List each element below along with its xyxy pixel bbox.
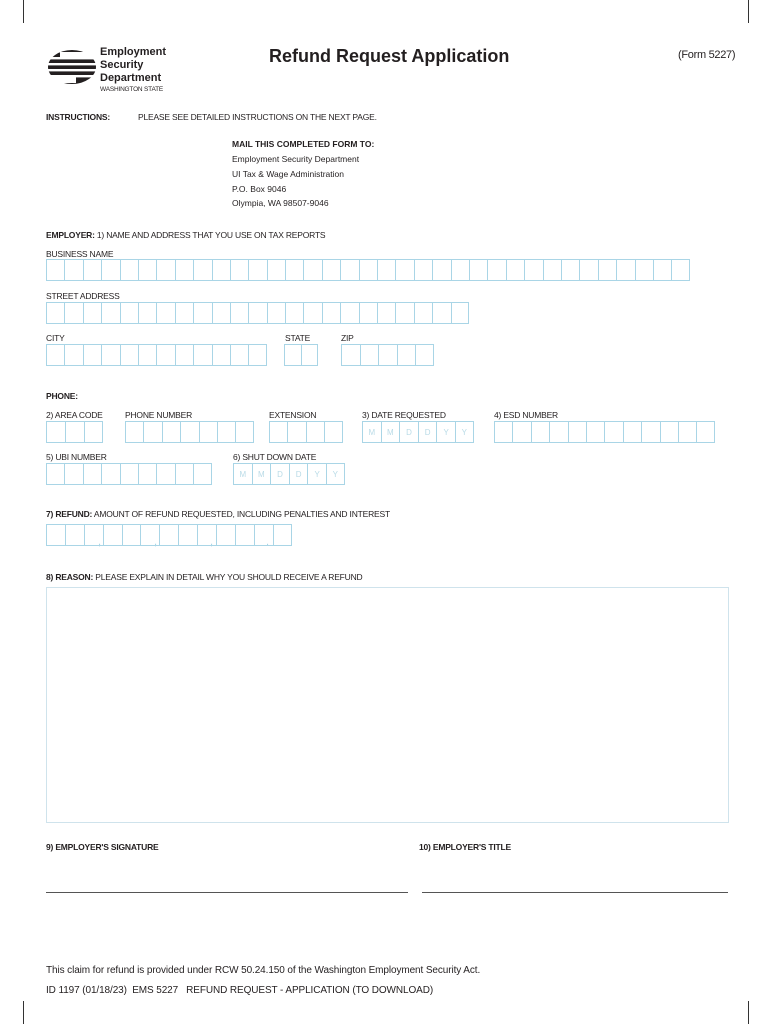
char-box[interactable]	[101, 259, 119, 281]
char-box[interactable]	[301, 344, 318, 366]
char-box[interactable]	[138, 344, 156, 366]
char-box[interactable]	[303, 259, 321, 281]
char-box[interactable]	[671, 259, 689, 281]
char-box[interactable]	[524, 259, 542, 281]
mail-line2: UI Tax & Wage Administration	[232, 169, 344, 179]
refund-comma-3: ,	[210, 536, 214, 548]
char-box[interactable]	[46, 344, 64, 366]
char-box[interactable]: D	[418, 421, 437, 443]
mail-line1: Employment Security Department	[232, 154, 360, 164]
char-box[interactable]	[377, 259, 395, 281]
char-box[interactable]	[340, 302, 358, 324]
char-box[interactable]	[284, 344, 301, 366]
char-box[interactable]	[660, 421, 678, 443]
footer-form-id: ID 1197 (01/18/23) EMS 5227 REFUND REQUEST - APPLICATION (TO DOWNLOAD)	[46, 985, 434, 996]
logo-line1: Employment	[100, 46, 167, 58]
char-box[interactable]	[360, 344, 379, 366]
char-box[interactable]	[193, 344, 211, 366]
state-boxes[interactable]	[284, 344, 318, 366]
char-box[interactable]	[248, 344, 266, 366]
char-box[interactable]	[162, 421, 180, 443]
char-box[interactable]	[64, 463, 82, 485]
street-address-boxes[interactable]	[46, 302, 469, 324]
char-box[interactable]: M	[362, 421, 381, 443]
reason-label-text: PLEASE EXPLAIN IN DETAIL WHY YOU SHOULD RECEIVE A REFUND	[95, 572, 363, 582]
char-box[interactable]	[156, 344, 174, 366]
char-box[interactable]	[138, 463, 156, 485]
esd-number-label: 4) ESD NUMBER	[494, 410, 558, 420]
crop-mark-bottom-right	[748, 1001, 770, 1024]
crop-mark-bottom-left	[0, 1001, 24, 1024]
refund-decimal: .	[266, 536, 270, 548]
extension-boxes[interactable]	[269, 421, 343, 443]
reason-label-bold: 8) REASON:	[46, 572, 94, 582]
char-box[interactable]	[175, 344, 193, 366]
employer-label-text: 1) NAME AND ADDRESS THAT YOU USE ON TAX REPORTS	[96, 230, 326, 240]
char-box[interactable]	[120, 463, 138, 485]
char-box[interactable]	[120, 259, 138, 281]
char-box[interactable]	[696, 421, 714, 443]
char-box[interactable]: M	[381, 421, 400, 443]
state-label: STATE	[285, 333, 311, 343]
char-box[interactable]	[324, 421, 342, 443]
char-box[interactable]: D	[289, 463, 308, 485]
phone-number-label: PHONE NUMBER	[125, 410, 193, 420]
char-box[interactable]	[83, 463, 101, 485]
char-box[interactable]	[175, 302, 193, 324]
char-box[interactable]	[604, 421, 622, 443]
page-title: Refund Request Application	[269, 46, 510, 66]
char-box[interactable]	[395, 302, 413, 324]
area-code-label: 2) AREA CODE	[46, 410, 103, 420]
date-requested-boxes[interactable]	[362, 421, 474, 443]
refund-label-bold: 7) REFUND:	[46, 509, 93, 519]
char-box[interactable]	[641, 421, 659, 443]
reason-textarea[interactable]	[46, 587, 729, 823]
char-box[interactable]	[432, 259, 450, 281]
phone-number-boxes[interactable]	[125, 421, 254, 443]
char-box[interactable]	[616, 259, 634, 281]
char-box[interactable]	[217, 421, 235, 443]
refund-label	[46, 509, 390, 519]
char-box[interactable]	[494, 421, 512, 443]
char-box[interactable]: D	[399, 421, 418, 443]
char-box[interactable]	[623, 421, 641, 443]
employer-label	[46, 230, 325, 240]
char-box[interactable]	[46, 302, 64, 324]
char-box[interactable]	[653, 259, 671, 281]
esd-logo-icon	[46, 48, 98, 86]
char-box[interactable]	[395, 259, 413, 281]
char-box[interactable]	[531, 421, 549, 443]
footer-statute: This claim for refund is provided under RCW 50.24.150 of the Washington Employment Security Act.	[46, 965, 481, 976]
employer-label-bold: EMPLOYER:	[46, 230, 95, 240]
city-boxes[interactable]	[46, 344, 267, 366]
refund-label-text: AMOUNT OF REFUND REQUESTED, INCLUDING PENALTIES AND INTEREST	[93, 509, 390, 519]
char-box[interactable]	[120, 344, 138, 366]
extension-label: EXTENSION	[269, 410, 317, 420]
char-box[interactable]	[378, 344, 397, 366]
char-box[interactable]	[414, 302, 432, 324]
char-box[interactable]	[143, 421, 161, 443]
char-box[interactable]: D	[270, 463, 289, 485]
char-box[interactable]	[199, 421, 217, 443]
crop-mark-top-right	[748, 0, 770, 23]
char-box[interactable]	[64, 259, 82, 281]
char-box[interactable]: Y	[326, 463, 345, 485]
char-box[interactable]	[306, 421, 324, 443]
char-box[interactable]	[46, 421, 65, 443]
char-box[interactable]	[180, 421, 198, 443]
char-box[interactable]	[230, 302, 248, 324]
char-box[interactable]	[138, 302, 156, 324]
char-box[interactable]	[451, 259, 469, 281]
business-name-label: BUSINESS NAME	[46, 249, 114, 259]
refund-separators	[46, 536, 316, 550]
mail-line4: Olympia, WA 98507-9046	[232, 198, 329, 208]
mail-line3: P.O. Box 9046	[232, 184, 287, 194]
char-box[interactable]	[487, 259, 505, 281]
char-box[interactable]	[287, 421, 305, 443]
char-box[interactable]	[561, 259, 579, 281]
char-box[interactable]	[341, 344, 360, 366]
refund-comma-2: ,	[154, 536, 158, 548]
esd-logo	[46, 46, 176, 96]
business-name-boxes[interactable]	[46, 259, 690, 281]
char-box[interactable]	[193, 259, 211, 281]
char-box[interactable]	[212, 302, 230, 324]
char-box[interactable]	[175, 259, 193, 281]
char-box[interactable]	[322, 259, 340, 281]
char-box[interactable]	[377, 302, 395, 324]
char-box[interactable]: M	[233, 463, 252, 485]
char-box[interactable]	[678, 421, 696, 443]
logo-subtitle: WASHINGTON STATE	[100, 86, 164, 93]
char-box[interactable]: Y	[436, 421, 455, 443]
char-box[interactable]	[120, 302, 138, 324]
char-box[interactable]	[101, 302, 119, 324]
char-box[interactable]	[212, 259, 230, 281]
char-box[interactable]	[125, 421, 143, 443]
char-box[interactable]	[65, 421, 84, 443]
form-number: (Form 5227)	[678, 49, 736, 61]
refund-comma-1: ,	[98, 536, 102, 548]
char-box[interactable]	[193, 463, 211, 485]
zip-label: ZIP	[341, 333, 354, 343]
char-box[interactable]	[64, 302, 82, 324]
char-box[interactable]	[83, 259, 101, 281]
logo-line3: Department	[100, 72, 162, 84]
char-box[interactable]	[101, 463, 119, 485]
char-box[interactable]	[359, 302, 377, 324]
char-box[interactable]	[175, 463, 193, 485]
char-box[interactable]	[579, 259, 597, 281]
signature-line[interactable]	[46, 892, 408, 893]
char-box[interactable]	[248, 302, 266, 324]
char-box[interactable]	[269, 421, 287, 443]
crop-mark-top-left	[0, 0, 24, 23]
char-box[interactable]	[83, 302, 101, 324]
reason-label	[46, 572, 362, 582]
char-box[interactable]	[285, 302, 303, 324]
char-box[interactable]	[586, 421, 604, 443]
char-box[interactable]	[340, 259, 358, 281]
char-box[interactable]	[156, 302, 174, 324]
char-box[interactable]	[84, 421, 103, 443]
char-box[interactable]	[322, 302, 340, 324]
char-box[interactable]	[46, 259, 64, 281]
char-box[interactable]	[469, 259, 487, 281]
phone-label: PHONE:	[46, 391, 78, 401]
char-box[interactable]	[83, 344, 101, 366]
char-box[interactable]	[267, 259, 285, 281]
instructions-label: INSTRUCTIONS:	[46, 112, 110, 122]
char-box[interactable]	[267, 302, 285, 324]
ubi-number-boxes[interactable]	[46, 463, 212, 485]
char-box[interactable]: Y	[307, 463, 326, 485]
char-box[interactable]	[512, 421, 530, 443]
instructions-text: PLEASE SEE DETAILED INSTRUCTIONS ON THE NEXT PAGE.	[138, 112, 377, 122]
char-box[interactable]	[230, 259, 248, 281]
city-label: CITY	[46, 333, 65, 343]
char-box[interactable]	[415, 344, 434, 366]
signature-label: 9) EMPLOYER'S SIGNATURE	[46, 842, 159, 852]
char-box[interactable]	[101, 344, 119, 366]
char-box[interactable]	[285, 259, 303, 281]
char-box[interactable]	[451, 302, 469, 324]
shut-down-date-label: 6) SHUT DOWN DATE	[233, 452, 317, 462]
logo-line2: Security	[100, 59, 144, 71]
char-box[interactable]	[193, 302, 211, 324]
char-box[interactable]	[543, 259, 561, 281]
esd-number-boxes[interactable]	[494, 421, 715, 443]
mail-heading: MAIL THIS COMPLETED FORM TO:	[232, 139, 375, 149]
char-box[interactable]	[64, 344, 82, 366]
ubi-number-label: 5) UBI NUMBER	[46, 452, 107, 462]
date-requested-label: 3) DATE REQUESTED	[362, 410, 446, 420]
char-box[interactable]	[235, 421, 253, 443]
char-box[interactable]	[359, 259, 377, 281]
char-box[interactable]	[156, 463, 174, 485]
char-box[interactable]	[248, 259, 266, 281]
area-code-boxes[interactable]	[46, 421, 103, 443]
char-box[interactable]: M	[252, 463, 271, 485]
char-box[interactable]	[568, 421, 586, 443]
char-box[interactable]	[138, 259, 156, 281]
char-box[interactable]	[212, 344, 230, 366]
char-box[interactable]	[156, 259, 174, 281]
shut-down-date-boxes[interactable]	[233, 463, 345, 485]
char-box[interactable]	[414, 259, 432, 281]
zip-boxes[interactable]	[341, 344, 434, 366]
char-box[interactable]	[549, 421, 567, 443]
char-box[interactable]	[635, 259, 653, 281]
char-box[interactable]	[397, 344, 416, 366]
char-box[interactable]	[46, 463, 64, 485]
char-box[interactable]	[230, 344, 248, 366]
char-box[interactable]	[303, 302, 321, 324]
title-label: 10) EMPLOYER'S TITLE	[419, 842, 512, 852]
title-line[interactable]	[422, 892, 728, 893]
char-box[interactable]	[506, 259, 524, 281]
char-box[interactable]: Y	[455, 421, 474, 443]
char-box[interactable]	[432, 302, 450, 324]
char-box[interactable]	[598, 259, 616, 281]
street-address-label: STREET ADDRESS	[46, 291, 120, 301]
